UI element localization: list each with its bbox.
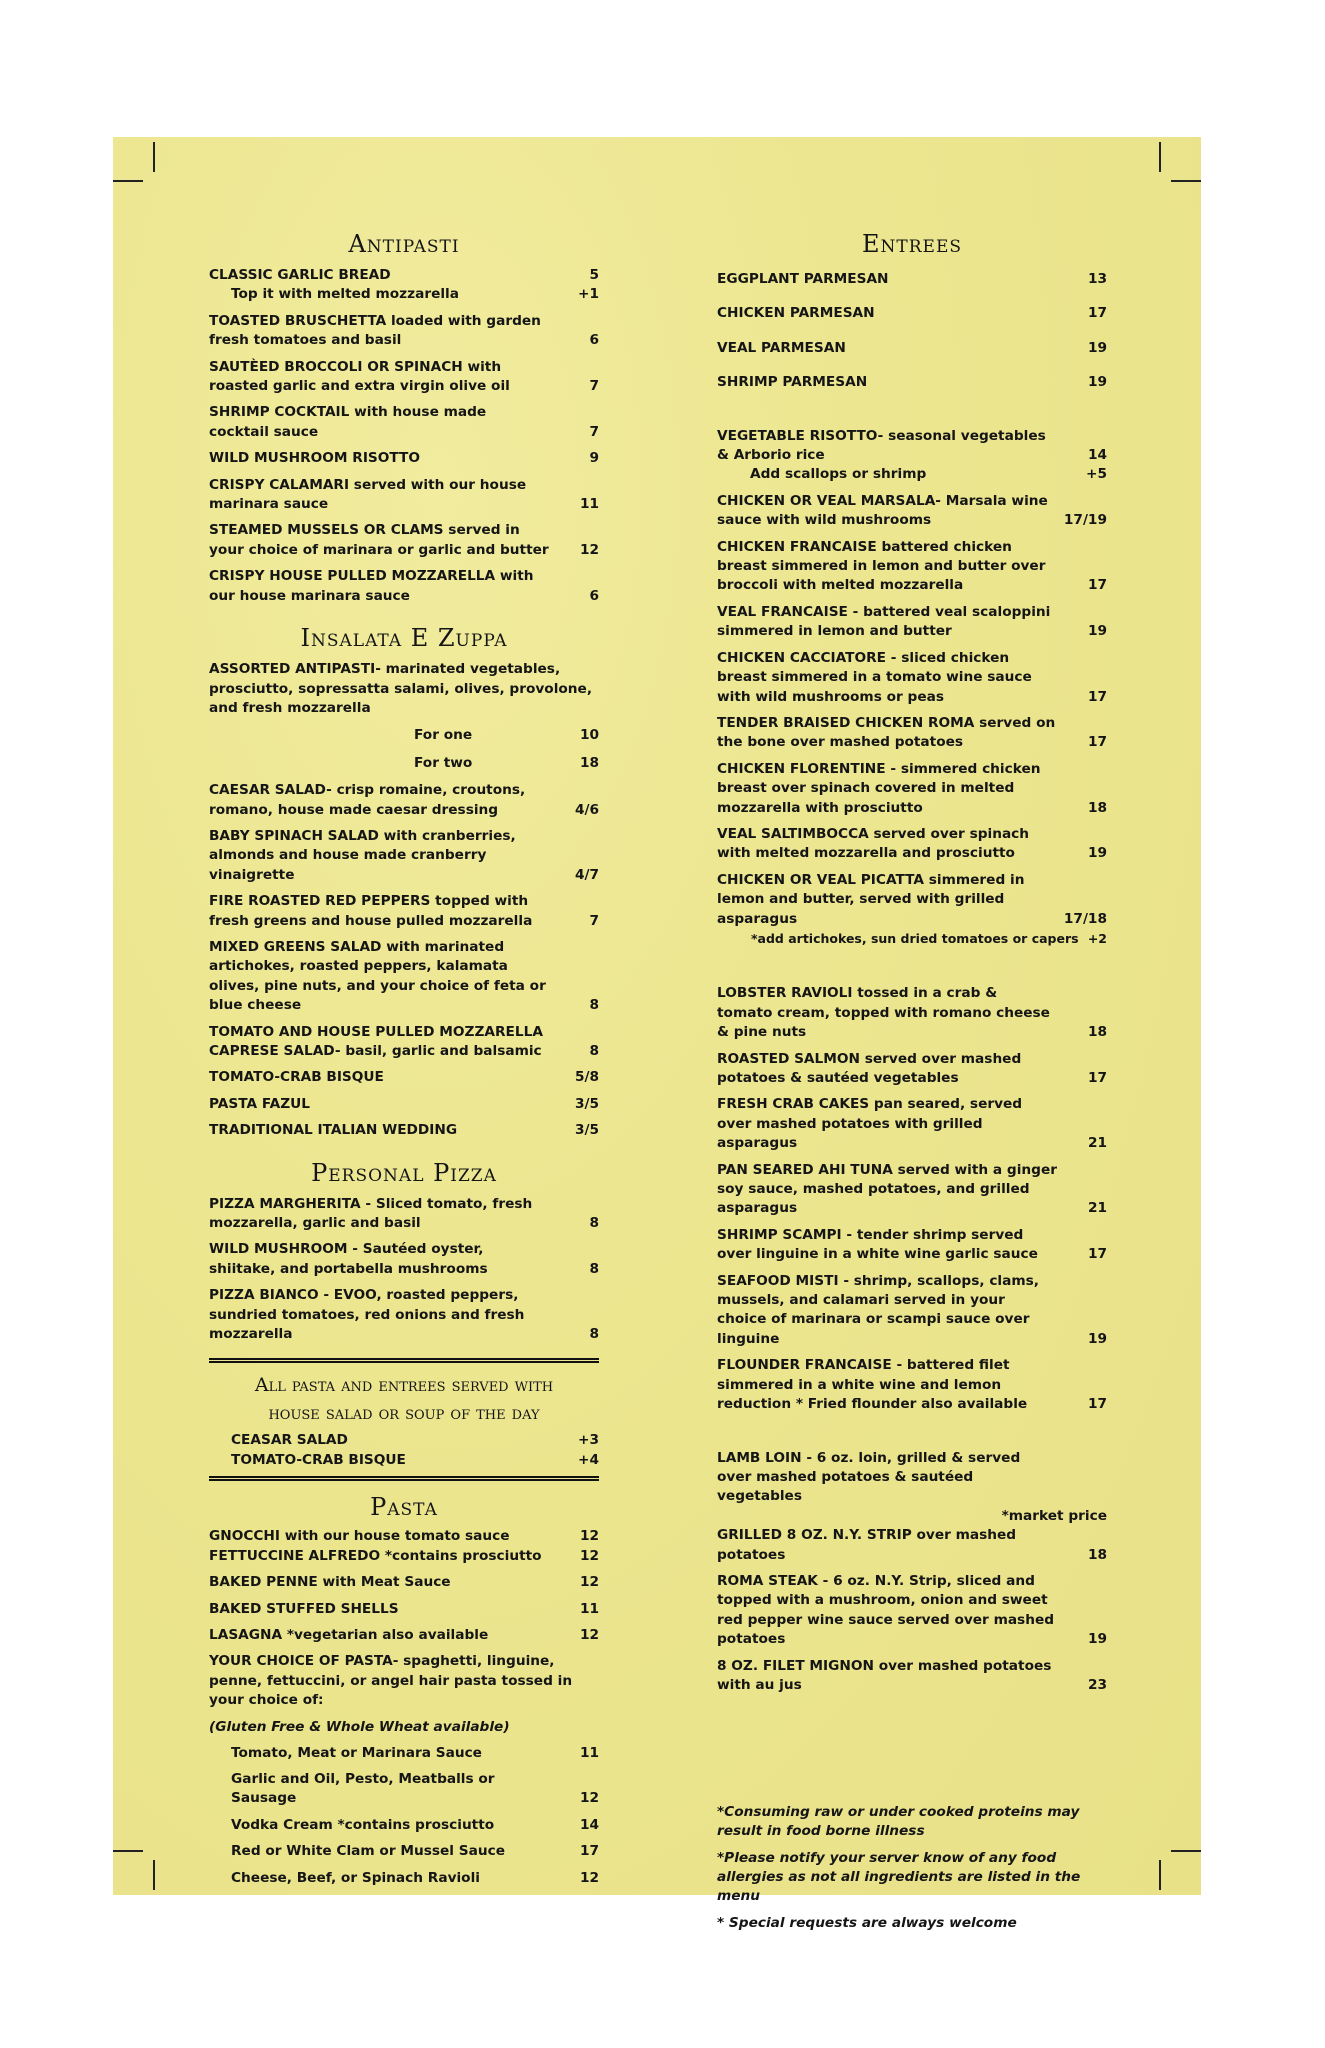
- list-item: [209, 1527, 599, 1546]
- list-item: [209, 1068, 599, 1087]
- item-name: ROASTED SALMON served over mashed potatoes & sautéed vegetables: [717, 1050, 1022, 1086]
- item-price: 12: [579, 1528, 599, 1545]
- item-price: 18: [579, 754, 599, 771]
- item-name: *add artichokes, sun dried tomatoes or capers: [751, 930, 1079, 946]
- footnote: *Consuming raw or under cooked proteins may result in food borne illness: [717, 1804, 1080, 1840]
- list-item: [209, 754, 599, 773]
- list-item: [209, 476, 599, 515]
- item-name: TOASTED BRUSCHETTA loaded with garden fresh tomatoes and basil: [209, 312, 541, 349]
- item-price: 17/19: [1063, 512, 1107, 529]
- banner-option: [209, 1451, 599, 1470]
- crop-mark: [1171, 1850, 1201, 1852]
- item-price: 11: [579, 1600, 599, 1617]
- list-item: [717, 1161, 1107, 1219]
- insalata-list: [209, 660, 599, 1141]
- list-item: [209, 1195, 599, 1234]
- list-item: [717, 1356, 1107, 1414]
- list-item: [717, 1657, 1107, 1696]
- item-name: TRADITIONAL ITALIAN WEDDING: [209, 1122, 458, 1139]
- item-name: STEAMED MUSSELS OR CLAMS served in your choice of marinara or garlic and butter: [209, 522, 549, 558]
- item-price: 17: [1087, 577, 1107, 594]
- item-price: 17: [579, 1843, 599, 1860]
- seafood-list: [717, 984, 1107, 1414]
- entrees-heading: Entrees: [862, 230, 962, 258]
- item-price: 14: [1087, 447, 1107, 464]
- parmesan-list: [717, 270, 1107, 393]
- item-price: 11: [579, 1744, 599, 1761]
- item-name: For two: [414, 754, 473, 771]
- item-name: BAKED STUFFED SHELLS: [209, 1600, 399, 1617]
- list-item: [209, 1573, 599, 1592]
- right-column: [717, 230, 1107, 1933]
- item-price: 21: [1087, 1135, 1107, 1152]
- item-name: GNOCCHI with our house tomato sauce: [209, 1528, 510, 1545]
- item-price: 19: [1087, 374, 1107, 391]
- crop-mark: [1159, 1860, 1161, 1890]
- item-price: +4: [578, 1451, 599, 1468]
- item-name: PAN SEARED AHI TUNA served with a ginger soy sauce, mashed potatoes, and grilled asparagus: [717, 1161, 1057, 1217]
- pizza-list: [209, 1195, 599, 1345]
- list-item: [209, 403, 599, 442]
- insalata-items: [209, 781, 599, 1141]
- item-name: Garlic and Oil, Pesto, Meatballs or Sausage: [231, 1770, 495, 1807]
- item-name: CAESAR SALAD- crisp romaine, croutons, romano, house made caesar dressing: [209, 782, 526, 818]
- pasta-list: [209, 1527, 599, 1645]
- list-item: [209, 1023, 599, 1062]
- item-price: 10: [579, 727, 599, 744]
- item-name: WILD MUSHROOM RISOTTO: [209, 450, 421, 467]
- list-item: [717, 304, 1107, 323]
- list-item: [717, 984, 1107, 1042]
- item-name: CHICKEN OR VEAL PICATTA simmered in lemon and butter, served with grilled asparagus: [717, 871, 1025, 927]
- list-item: [209, 1842, 599, 1861]
- list-item: [717, 427, 1107, 466]
- crop-mark: [153, 1860, 155, 1890]
- item-price: +5: [1086, 466, 1107, 483]
- item-price: 18: [1087, 1546, 1107, 1563]
- list-item: [209, 726, 599, 745]
- crop-mark: [153, 142, 155, 172]
- item-price: 21: [1087, 1200, 1107, 1217]
- list-item: [717, 871, 1107, 929]
- item-name: BABY SPINACH SALAD with cranberries, almonds and house made cranberry vinaigrette: [209, 827, 516, 883]
- item-price: +2: [1087, 930, 1107, 946]
- notes-list: [717, 1803, 1107, 1933]
- pasta-choice: [209, 1652, 599, 1710]
- list-item: [717, 1226, 1107, 1265]
- picatta-addon: [717, 929, 1107, 948]
- item-name: SHRIMP COCKTAIL with house made cocktail sauce: [209, 404, 487, 440]
- item-name: 8 OZ. FILET MIGNON over mashed potatoes with au jus: [717, 1657, 1052, 1693]
- item-name: TOMATO-CRAB BISQUE: [209, 1069, 384, 1086]
- sauce-list: [209, 1744, 599, 1888]
- steak-list: [717, 1526, 1107, 1695]
- item-name: VEAL PARMESAN: [717, 339, 846, 356]
- item-price: 5: [589, 267, 599, 283]
- item-price: *market price: [1001, 1507, 1107, 1524]
- list-item: [209, 1121, 599, 1140]
- list-item: [717, 760, 1107, 818]
- item-price: 4/6: [574, 801, 599, 818]
- item-name: PIZZA BIANCO - EVOO, roasted peppers, sundried tomatoes, red onions and fresh mozzarella: [209, 1287, 525, 1343]
- item-price: 12: [579, 1626, 599, 1643]
- item-price: 17/18: [1063, 910, 1107, 927]
- list-item: [717, 1050, 1107, 1089]
- mains-list: [717, 492, 1107, 929]
- item-name: YOUR CHOICE OF PASTA- spaghetti, linguine, penne, fettuccini, or angel hair pasta tossed in your choice of:: [209, 1653, 573, 1709]
- item-name: TOMATO-CRAB BISQUE: [231, 1451, 406, 1468]
- item-price: 12: [579, 541, 599, 558]
- item-name: Tomato, Meat or Marinara Sauce: [231, 1744, 482, 1761]
- item-price: 7: [589, 423, 599, 440]
- item-price: 7: [589, 912, 599, 929]
- item-price: 17: [1087, 1070, 1107, 1086]
- item-name: ASSORTED ANTIPASTI- marinated vegetables, prosciutto, sopressatta salami, olives, provolone, and fresh mozzarella: [209, 661, 593, 716]
- item-name: VEAL FRANCAISE - battered veal scaloppini simmered in lemon and butter: [717, 603, 1051, 640]
- list-item: [209, 892, 599, 931]
- list-item: [209, 285, 599, 304]
- item-name: MIXED GREENS SALAD with marinated artichokes, roasted peppers, kalamata olives, pine nuts, and your choice of feta or blue cheese: [209, 938, 546, 1014]
- lamb-item: [717, 1449, 1107, 1527]
- item-price: 18: [1087, 1024, 1107, 1041]
- item-name: SEAFOOD MISTI - shrimp, scallops, clams, mussels, and calamari served in your choice of marinara or scampi sauce over linguine: [717, 1272, 1039, 1347]
- list-item: [209, 1600, 599, 1619]
- item-price: 4/7: [574, 866, 599, 883]
- item-name: ROMA STEAK - 6 oz. N.Y. Strip, sliced and topped with a mushroom, onion and sweet red pepper wine sauce served over mashed potatoes: [717, 1572, 1055, 1648]
- risotto-item: [717, 427, 1107, 485]
- item-price: 18: [1087, 799, 1107, 816]
- left-column: [209, 230, 599, 1888]
- item-name: SHRIMP SCAMPI - tender shrimp served over linguine in a white wine garlic sauce: [717, 1226, 1038, 1263]
- item-price: 8: [589, 1215, 599, 1232]
- item-price: 3/5: [574, 1122, 599, 1139]
- item-name: CHICKEN PARMESAN: [717, 305, 875, 322]
- item-price: +3: [578, 1432, 599, 1449]
- list-item: [209, 1240, 599, 1279]
- item-name: VEGETABLE RISOTTO- seasonal vegetables & Arborio rice: [717, 427, 1046, 464]
- item-name: FLOUNDER FRANCAISE - battered filet simmered in a white wine and lemon reduction * Fried flounder also available: [717, 1357, 1028, 1413]
- item-price: 12: [579, 1574, 599, 1591]
- item-name: WILD MUSHROOM - Sautéed oyster, shiitake, and portabella mushrooms: [209, 1241, 488, 1277]
- item-name: TOMATO AND HOUSE PULLED MOZZARELLA CAPRESE SALAD- basil, garlic and balsamic: [209, 1023, 543, 1059]
- footnote: * Special requests are always welcome: [717, 1915, 1017, 1932]
- item-name: Vodka Cream *contains prosciutto: [231, 1816, 495, 1833]
- item-name: VEAL SALTIMBOCCA served over spinach with melted mozzarella and prosciutto: [717, 825, 1030, 862]
- list-item: [209, 1286, 599, 1344]
- item-name: CHICKEN OR VEAL MARSALA- Marsala wine sauce with wild mushrooms: [717, 492, 1048, 529]
- item-price: 19: [1087, 845, 1107, 862]
- item-name: CHICKEN CACCIATORE - sliced chicken breast simmered in a tomato wine sauce with wild mushrooms or peas: [717, 649, 1032, 705]
- item-price: 17: [1087, 1396, 1107, 1413]
- item-price: 19: [1087, 1631, 1107, 1648]
- item-price: 12: [579, 1790, 599, 1807]
- list-item: [717, 603, 1107, 642]
- item-price: 8: [589, 1326, 599, 1343]
- item-name: FIRE ROASTED RED PEPPERS topped with fresh greens and house pulled mozzarella: [209, 893, 533, 929]
- list-item: [717, 538, 1107, 596]
- list-item: [209, 521, 599, 560]
- item-price: 17: [1087, 734, 1107, 751]
- item-name: FRESH CRAB CAKES pan seared, served over mashed potatoes with grilled asparagus: [717, 1096, 1023, 1152]
- list-item: [209, 266, 599, 285]
- item-name: SAUTÈED BROCCOLI OR SPINACH with roasted garlic and extra virgin olive oil: [209, 358, 510, 395]
- crop-mark: [1171, 180, 1201, 182]
- item-price: 6: [589, 332, 599, 349]
- item-price: +1: [578, 286, 599, 303]
- list-item: [209, 1095, 599, 1114]
- item-price: 8: [589, 1260, 599, 1277]
- crop-mark: [113, 1850, 143, 1852]
- item-name: TENDER BRAISED CHICKEN ROMA served on the bone over mashed potatoes: [717, 714, 1056, 751]
- item-name: LOBSTER RAVIOLI tossed in a crab & tomato cream, topped with romano cheese & pine nuts: [717, 985, 1050, 1041]
- item-price: 19: [1087, 339, 1107, 356]
- item-price: 19: [1087, 1330, 1107, 1347]
- pizza-heading: Personal Pizza: [311, 1158, 497, 1187]
- list-item: [209, 781, 599, 820]
- item-name: CRISPY CALAMARI served with our house marinara sauce: [209, 476, 527, 513]
- item-name: EGGPLANT PARMESAN: [717, 271, 889, 287]
- list-item: [717, 492, 1107, 531]
- item-name: Top it with melted mozzarella: [231, 286, 459, 303]
- item-price: 9: [589, 450, 599, 467]
- antipasti-list: [209, 266, 599, 606]
- banner-line: All pasta and entrees served with: [254, 1374, 554, 1397]
- list-item: [209, 1626, 599, 1645]
- item-name: PIZZA MARGHERITA - Sliced tomato, fresh mozzarella, garlic and basil: [209, 1195, 533, 1232]
- list-item: [209, 827, 599, 885]
- list-item: [717, 825, 1107, 864]
- list-item: [717, 465, 1107, 484]
- item-price: 7: [589, 378, 599, 395]
- list-item: [717, 649, 1107, 707]
- list-item: [717, 1272, 1107, 1350]
- item-price: 5/8: [574, 1069, 599, 1086]
- antipasti-heading: Antipasti: [348, 230, 460, 258]
- item-price: 8: [589, 997, 599, 1014]
- item-name: GRILLED 8 OZ. N.Y. STRIP over mashed potatoes: [717, 1527, 1017, 1563]
- list-item: [209, 1770, 599, 1809]
- item-price: 8: [589, 1043, 599, 1059]
- crop-mark: [1159, 142, 1161, 172]
- list-item: [717, 339, 1107, 358]
- item-price: 23: [1087, 1676, 1107, 1693]
- list-item: [717, 1526, 1107, 1565]
- list-item: [209, 660, 599, 718]
- item-name: PASTA FAZUL: [209, 1095, 310, 1112]
- item-price: 17: [1087, 305, 1107, 322]
- list-item: [209, 449, 599, 468]
- item-name: CHICKEN FRANCAISE battered chicken breast simmered in lemon and butter over broccoli with melted mozzarella: [717, 538, 1046, 594]
- item-price: 17: [1087, 1246, 1107, 1263]
- list-item: [209, 1744, 599, 1763]
- gluten-note: (Gluten Free & Whole Wheat available): [209, 1718, 510, 1735]
- insalata-heading: Insalata E Zuppa: [300, 624, 508, 653]
- item-price: 12: [579, 1869, 599, 1886]
- item-price: 13: [1087, 271, 1107, 287]
- item-price: 12: [579, 1547, 599, 1564]
- item-name: CRISPY HOUSE PULLED MOZZARELLA with our house marinara sauce: [209, 568, 534, 604]
- item-price: 3/5: [574, 1095, 599, 1112]
- list-item: [209, 1547, 599, 1566]
- list-item: [717, 1572, 1107, 1650]
- item-name: For one: [414, 727, 473, 744]
- footnote: *Please notify your server know of any food allergies as not all ingredients are listed in the menu: [717, 1850, 1081, 1905]
- pasta-heading: Pasta: [370, 1493, 438, 1522]
- list-item: [209, 567, 599, 606]
- banner-option: [209, 1431, 599, 1450]
- list-item: [209, 1816, 599, 1835]
- item-name: Cheese, Beef, or Spinach Ravioli: [231, 1869, 480, 1886]
- item-price: 17: [1087, 688, 1107, 705]
- banner-line: house salad or soup of the day: [268, 1402, 540, 1425]
- item-price: 19: [1087, 623, 1107, 640]
- list-item: [209, 358, 599, 397]
- list-item: [209, 1869, 599, 1888]
- item-name: BAKED PENNE with Meat Sauce: [209, 1574, 451, 1591]
- list-item: [717, 714, 1107, 753]
- item-name: SHRIMP PARMESAN: [717, 374, 868, 391]
- item-name: CHICKEN FLORENTINE - simmered chicken breast over spinach covered in melted mozzarella with prosciutto: [717, 760, 1041, 816]
- item-name: Red or White Clam or Mussel Sauce: [231, 1843, 505, 1860]
- item-name: FETTUCCINE ALFREDO *contains prosciutto: [209, 1547, 542, 1564]
- item-price: 14: [579, 1816, 599, 1833]
- item-name: CEASAR SALAD: [231, 1432, 348, 1449]
- item-name: Add scallops or shrimp: [750, 466, 927, 483]
- item-price: 6: [589, 587, 599, 604]
- list-item: [717, 270, 1107, 289]
- served-with-banner: [209, 1358, 599, 1481]
- list-item: [717, 1095, 1107, 1153]
- crop-mark: [113, 180, 143, 182]
- menu-sheet: [113, 137, 1201, 1932]
- item-name: LASAGNA *vegetarian also available: [209, 1626, 489, 1643]
- list-item: [717, 373, 1107, 392]
- item-name: LAMB LOIN - 6 oz. loin, grilled & served over mashed potatoes & sautéed vegetables: [717, 1449, 1021, 1505]
- item-price: 11: [579, 496, 599, 513]
- list-item: [209, 312, 599, 351]
- item-name: CLASSIC GARLIC BREAD: [209, 267, 391, 283]
- list-item: [209, 938, 599, 1016]
